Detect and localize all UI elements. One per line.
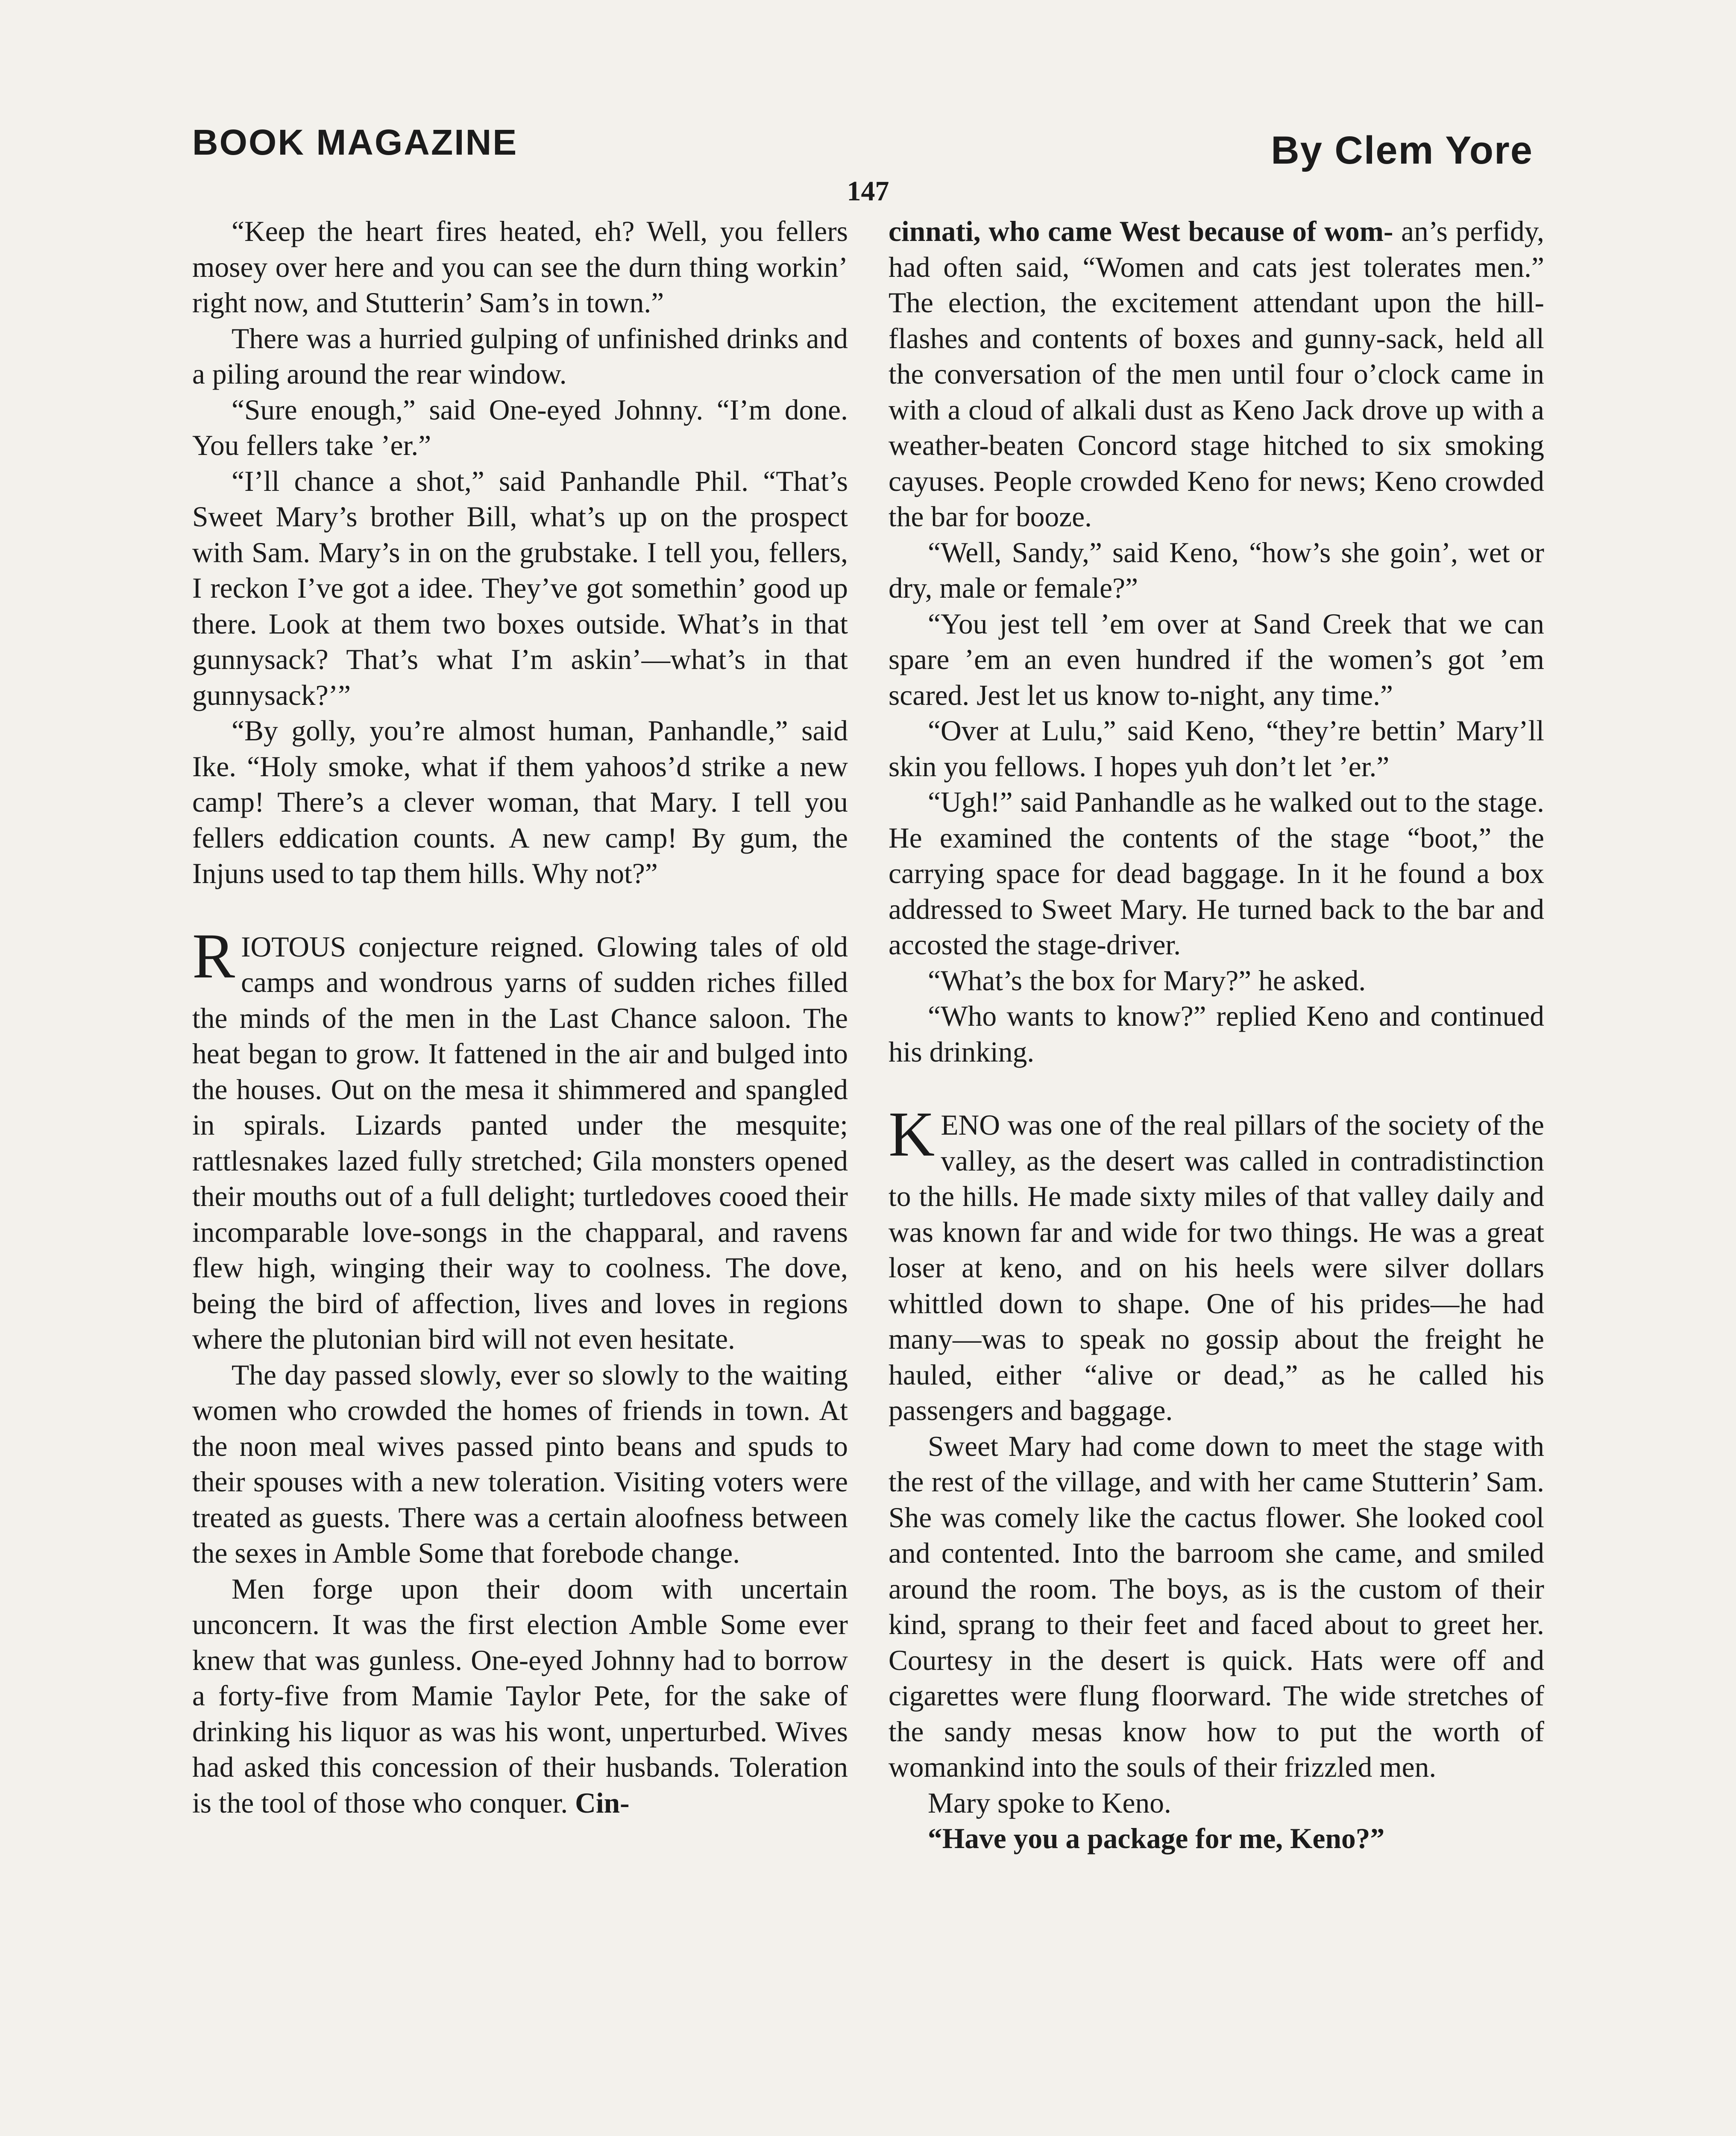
paragraph: Sweet Mary had come down to meet the stage with the rest of the village, and with her came Stutterin’ Sam. She was comely like the cactus flower. She looked cool and contented. Into the barroom she came, and smiled around the room. The boys, as is the custom of their kind, sprang to their feet and faced about to greet her. Courtesy in the desert is quick. Hats were off and cigarettes were flung floorward. The wide stretches of the sandy mesas know how to put the worth of womankind into the souls of their frizzled men. [889,1430,1544,1783]
bold-fragment: cinnati, who came West because of wom- [889,215,1393,247]
paragraph-text: Men forge upon their doom with uncertain unconcern. It was the first election Amble Some ever knew that was gunless. One-eyed Johnny had to borrow a forty-five from Mamie Taylor Pete, for the sake of drinking his liquor as was his wont, unperturbed. Wives had asked this concession of their husbands. Toleration is the tool of those who conquer. [192,1573,848,1819]
paragraph [192,1571,848,1821]
section-text: IOTOUS conjecture reigned. Glowing tales of old camps and wondrous yarns of sudden riches filled the minds of the men in the Last Chance saloon. The heat began to grow. It fattened in the air and bulged into the houses. Out on the mesa it shimmered and spangled in spirals. Lizards panted under the mesquite; rattlesnakes lazed fully stretched; Gila monsters opened their mouths out of a full delight; turtledoves cooed their incomparable love-songs in the chapparal, and ravens flew high, winging their way to coolness. The dove, being the bird of affection, lives and loves in regions where the plutonian bird will not even hesitate. [192,930,848,1355]
drop-cap: R [192,920,235,992]
paragraph: “Over at Lulu,” said Keno, “they’re bettin’ Mary’ll skin you fellows. I hopes yuh don’t let ’er.” [889,715,1544,783]
paragraph: There was a hurried gulping of unfinished drinks and a piling around the rear window. [192,322,848,390]
section-text: ENO was one of the real pillars of the society of the valley, as the desert was called in contradistinction to the hills. He made sixty miles of that valley daily and was known far and wide for two things. He was a great loser at keno, and on his heels were silver dollars whittled down to shape. One of his prides—he had many—was to speak no gossip about the freight he hauled, either “alive or dead,” as he called his passengers and baggage. [889,1109,1544,1426]
right-column [889,214,1544,1857]
paragraph: “You jest tell ’em over at Sand Creek that we can spare ’em an even hundred if the women’s got ’em scared. Jest let us know to-night, any time.” [889,607,1544,711]
paragraph: “Keep the heart fires heated, eh? Well, you fellers mosey over here and you can see the durn thing workin’ right now, and Stutterin’ Sam’s in town.” [192,215,848,319]
page-number: 147 [847,176,889,207]
paragraph-bold: “Have you a package for me, Keno?” [928,1822,1385,1854]
section-paragraph [889,1099,1544,1429]
drop-cap: K [889,1099,935,1170]
section-paragraph [192,920,848,1357]
paragraph: “Ugh!” said Panhandle as he walked out to the stage. He examined the contents of the stage “boot,” the carrying space for dead baggage. In it he found a box addressed to Sweet Mary. He turned back to the bar and accosted the stage-driver. [889,786,1544,961]
paragraph-text: an’s perfidy, had often said, “Women and cats jest tolerates men.” The election, the excitement attendant upon the hill-flashes and contents of boxes and gunny-sack, held all the conversation of the men until four o’clock came in with a cloud of alkali dust as Keno Jack drove up with a weather-beaten Concord stage hitched to six smoking cayuses. People crowded Keno for news; Keno crowded the bar for booze. [889,215,1544,533]
paragraph: “Sure enough,” said One-eyed Johnny. “I’m done. You fellers take ’er.” [192,393,848,461]
bold-fragment: Cin- [575,1787,630,1819]
running-head-magazine: BOOK MAGAZINE [192,122,518,162]
paragraph: “What’s the box for Mary?” he asked. [928,964,1366,997]
running-head-author: By Clem Yore [1271,129,1533,172]
continued-paragraph [889,214,1544,535]
paragraph: “I’ll chance a shot,” said Panhandle Phil. “That’s Sweet Mary’s brother Bill, what’s up on the prospect with Sam. Mary’s in on the grubstake. I tell you, fellers, I reckon I’ve got a idee. They’ve got somethin’ good up there. Look at them two boxes outside. What’s in that gunnysack? That’s what I’m askin’—what’s in that gunnysack?’” [192,465,848,711]
paragraph: Mary spoke to Keno. [928,1787,1171,1819]
left-column [192,214,848,1821]
paragraph: “Well, Sandy,” said Keno, “how’s she goin’, wet or dry, male or female?” [889,536,1544,604]
paragraph: “By golly, you’re almost human, Panhandle,” said Ike. “Holy smoke, what if them yahoos’d strike a new camp! There’s a clever woman, that Mary. I tell you fellers eddication counts. A new camp! By gum, the Injuns used to tap them hills. Why not?” [192,715,848,889]
paragraph: The day passed slowly, ever so slowly to the waiting women who crowded the homes of friends in town. At the noon meal wives passed pinto beans and spuds to their spouses with a new toleration. Visiting voters were treated as guests. There was a certain aloofness between the sexes in Amble Some that forebode change. [192,1358,848,1569]
paragraph: “Who wants to know?” replied Keno and continued his drinking. [889,1000,1544,1068]
